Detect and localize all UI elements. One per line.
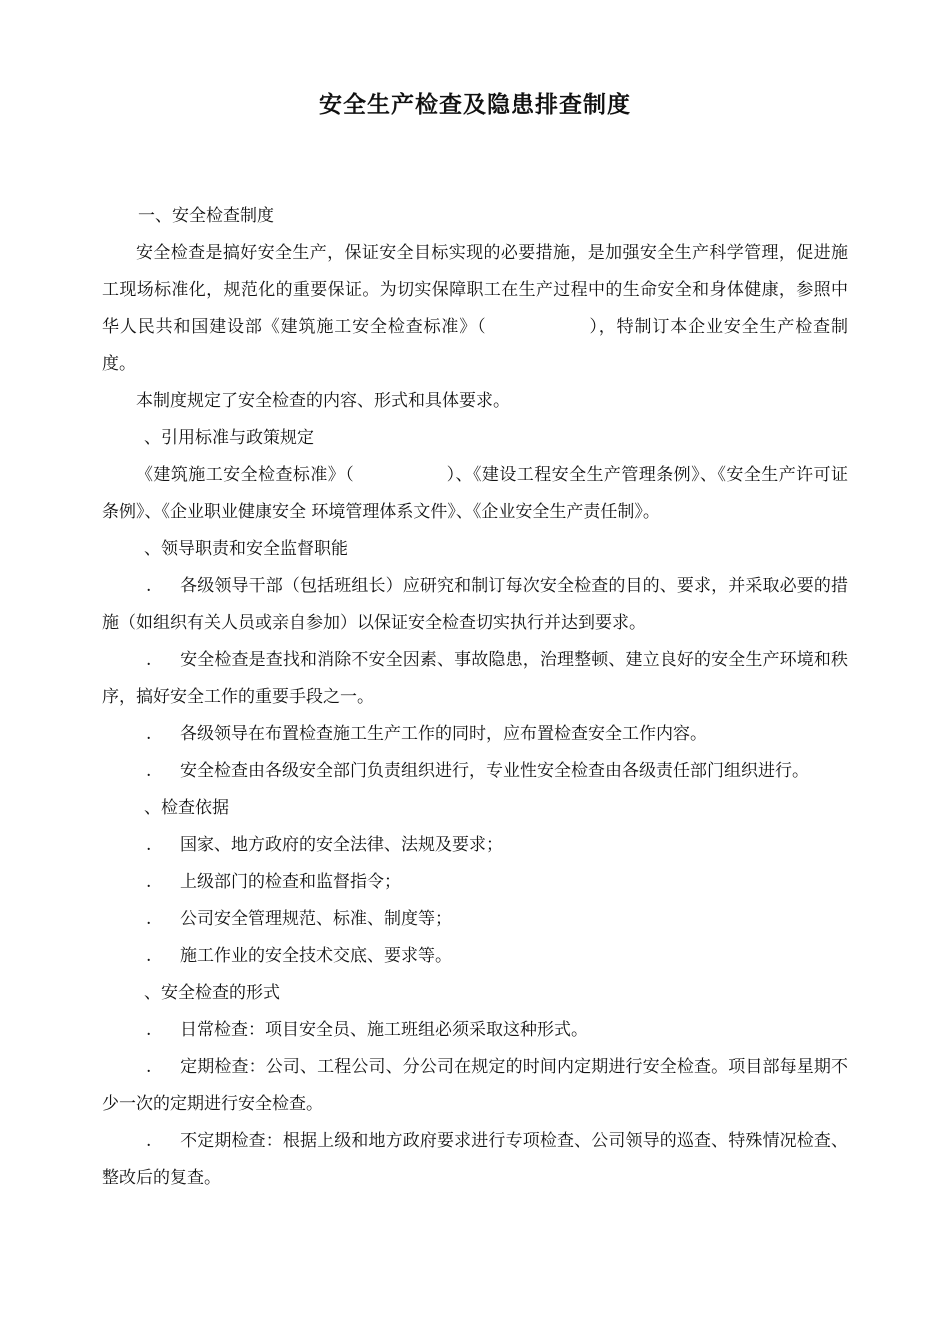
basis-item-text: 公司安全管理规范、标准、制度等； <box>180 909 452 929</box>
section-heading-standards: 、引用标准与政策规定 <box>144 428 314 448</box>
bullet-mark: . <box>146 761 152 781</box>
form-item <box>102 1123 848 1197</box>
duty-item <box>102 753 848 790</box>
form-item <box>102 1049 848 1123</box>
basis-item-text: 上级部门的检查和监督指令； <box>180 872 401 892</box>
basis-item-text: 国家、地方政府的安全法律、法规及要求； <box>180 835 503 855</box>
form-item <box>102 1012 848 1049</box>
basis-item-text: 施工作业的安全技术交底、要求等。 <box>180 946 452 966</box>
bullet-mark: . <box>146 1020 152 1040</box>
bullet-mark: . <box>146 650 152 670</box>
bullet-mark: . <box>146 1131 152 1151</box>
intro-paragraph <box>102 235 848 383</box>
standards-text-part2: ）、《建设工程安全生产管理条例》、《安全生产许可证条例》、《企业职业健康安全 环境管理体系文件》、《企业安全生产责任制》。 <box>102 465 849 522</box>
standards-text-part1: 《建筑施工安全检查标准》（ <box>136 465 355 485</box>
duty-item-text: 各级领导在布置检查施工生产工作的同时，应布置检查安全工作内容。 <box>180 724 707 744</box>
bullet-mark: . <box>146 724 152 744</box>
standards-paragraph <box>102 457 848 531</box>
bullet-mark: . <box>146 576 152 596</box>
form-item-text: 不定期检查：根据上级和地方政府要求进行专项检查、公司领导的巡查、特殊情况检查、整改后的复查。 <box>102 1131 848 1188</box>
duty-item <box>102 716 848 753</box>
bullet-mark: . <box>146 1057 152 1077</box>
intro-text-part2: ），特制订本企业安全生产检查制度。 <box>102 317 849 374</box>
bullet-mark: . <box>146 872 152 892</box>
section-heading-duties: 、领导职责和安全监督职能 <box>144 539 348 559</box>
intro-text-part1: 安全检查是搞好安全生产，保证安全目标实现的必要措施，是加强安全生产科学管理，促进施工现场标准化，规范化的重要保证。为切实保障职工在生产过程中的生命安全和身体健康，参照中华人民共和国建设部《建筑施工安全检查标准》（ <box>102 243 848 337</box>
section-heading-safety-inspection: 一、安全检查制度 <box>138 206 274 226</box>
basis-item <box>102 827 848 864</box>
basis-item <box>102 938 848 975</box>
form-item-text: 日常检查：项目安全员、施工班组必须采取这种形式。 <box>180 1020 588 1040</box>
document-title: 安全生产检查及隐患排查制度 <box>319 91 631 118</box>
duty-item-text: 安全检查由各级安全部门负责组织进行，专业性安全检查由各级责任部门组织进行。 <box>180 761 809 781</box>
duty-item <box>102 642 848 716</box>
bullet-mark: . <box>146 909 152 929</box>
basis-item <box>102 864 848 901</box>
duty-item-text: 安全检查是查找和消除不安全因素、事故隐患，治理整顿、建立良好的安全生产环境和秩序，搞好安全工作的重要手段之一。 <box>102 650 848 707</box>
scope-paragraph: 本制度规定了安全检查的内容、形式和具体要求。 <box>136 391 510 411</box>
section-heading-basis: 、检查依据 <box>144 798 229 818</box>
duty-item <box>102 568 848 642</box>
bullet-mark: . <box>146 946 152 966</box>
basis-item <box>102 901 848 938</box>
duty-item-text: 各级领导干部（包括班组长）应研究和制订每次安全检查的目的、要求，并采取必要的措施（如组织有关人员或亲自参加）以保证安全检查切实执行并达到要求。 <box>102 576 848 633</box>
section-heading-forms: 、安全检查的形式 <box>144 983 280 1003</box>
form-item-text: 定期检查：公司、工程公司、分公司在规定的时间内定期进行安全检查。项目部每星期不少一次的定期进行安全检查。 <box>102 1057 848 1114</box>
bullet-mark: . <box>146 835 152 855</box>
